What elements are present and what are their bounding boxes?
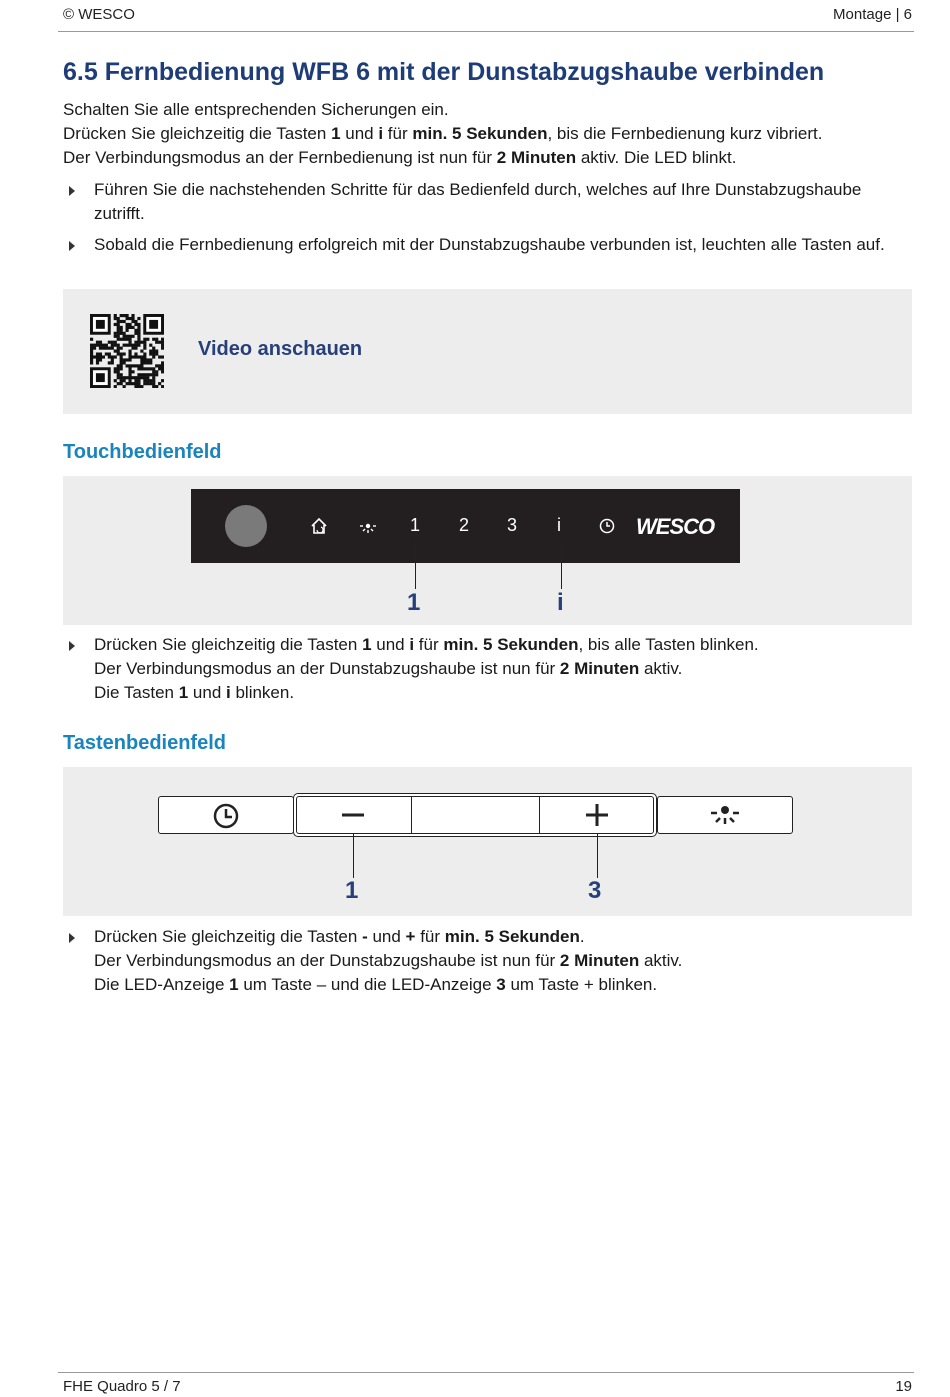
- callout-i: i: [557, 589, 564, 616]
- list-item: Drücken Sie gleichzeitig die Tasten 1 und i für min. 5 Sekunden, bis alle Tasten blinken. Der Verbindungsmodus an der Dunstabzugshaube ist nun für 2 Minuten aktiv. Die Tasten 1 und i blinken.: [63, 633, 913, 705]
- callout-line: [353, 834, 354, 878]
- footer-divider: [58, 1372, 914, 1373]
- buttons-figure: [63, 767, 912, 916]
- callout-3: 3: [588, 877, 602, 904]
- video-box: [63, 289, 912, 414]
- footer-page-number: 19: [895, 1378, 912, 1395]
- list-item: Sobald die Fernbedienung erfolgreich mit der Dunstabzugshaube verbunden ist, leuchten alle Tasten auf.: [63, 233, 913, 257]
- video-link[interactable]: Video anschauen: [198, 338, 363, 360]
- power-knob[interactable]: [225, 505, 267, 547]
- header-divider: [58, 31, 914, 32]
- touch-heading: Touchbedienfeld: [63, 441, 222, 463]
- timer-icon: [212, 802, 240, 830]
- qr-code-icon[interactable]: [90, 314, 164, 388]
- light-icon: [708, 802, 742, 828]
- bullet-arrow-icon: [69, 241, 75, 251]
- light-icon[interactable]: [357, 516, 379, 536]
- section-title: 6.5 Fernbedienung WFB 6 mit der Dunstabzugshaube verbinden: [63, 58, 825, 86]
- list-item: Führen Sie die nachstehenden Schritte für das Bedienfeld durch, welches auf Ihre Dunstabzugshaube zutrifft.: [63, 178, 913, 226]
- header-right: Montage | 6: [833, 6, 912, 23]
- touch-key-2[interactable]: 2: [459, 515, 470, 535]
- bullet-arrow-icon: [69, 641, 75, 651]
- callout-line: [415, 541, 416, 589]
- callout-1: 1: [345, 877, 359, 904]
- minus-icon[interactable]: [340, 805, 366, 825]
- button-divider: [411, 796, 412, 834]
- home-icon[interactable]: [310, 516, 328, 536]
- header-left: © WESCO: [63, 6, 135, 23]
- touch-key-1[interactable]: 1: [410, 515, 421, 535]
- touch-key-3[interactable]: 3: [507, 515, 518, 535]
- intro-line-2: Drücken Sie gleichzeitig die Tasten 1 und i für min. 5 Sekunden, bis die Fernbedienung kurz vibriert.: [63, 124, 823, 143]
- bullet-arrow-icon: [69, 933, 75, 943]
- timer-icon[interactable]: [598, 517, 616, 535]
- plus-icon[interactable]: [584, 802, 610, 828]
- intro-line-3: Der Verbindungsmodus an der Fernbedienung ist nun für 2 Minuten aktiv. Die LED blinkt.: [63, 148, 737, 167]
- bullet-arrow-icon: [69, 186, 75, 196]
- callout-line: [561, 541, 562, 589]
- intro-line-1: Schalten Sie alle entsprechenden Sicherungen ein.: [63, 100, 449, 119]
- touch-key-i[interactable]: i: [557, 515, 561, 535]
- callout-1: 1: [407, 589, 421, 616]
- buttons-heading: Tastenbedienfeld: [63, 732, 226, 754]
- list-item: Drücken Sie gleichzeitig die Tasten - und + für min. 5 Sekunden. Der Verbindungsmodus an der Dunstabzugshaube ist nun für 2 Minuten aktiv. Die LED-Anzeige 1 um Taste – und die LED-Anzeige 3 um Taste + blinken.: [63, 925, 913, 997]
- callout-line: [597, 834, 598, 878]
- wesco-logo: WESCO: [636, 514, 715, 539]
- button-divider: [539, 796, 540, 834]
- footer-left: FHE Quadro 5 / 7: [63, 1378, 181, 1395]
